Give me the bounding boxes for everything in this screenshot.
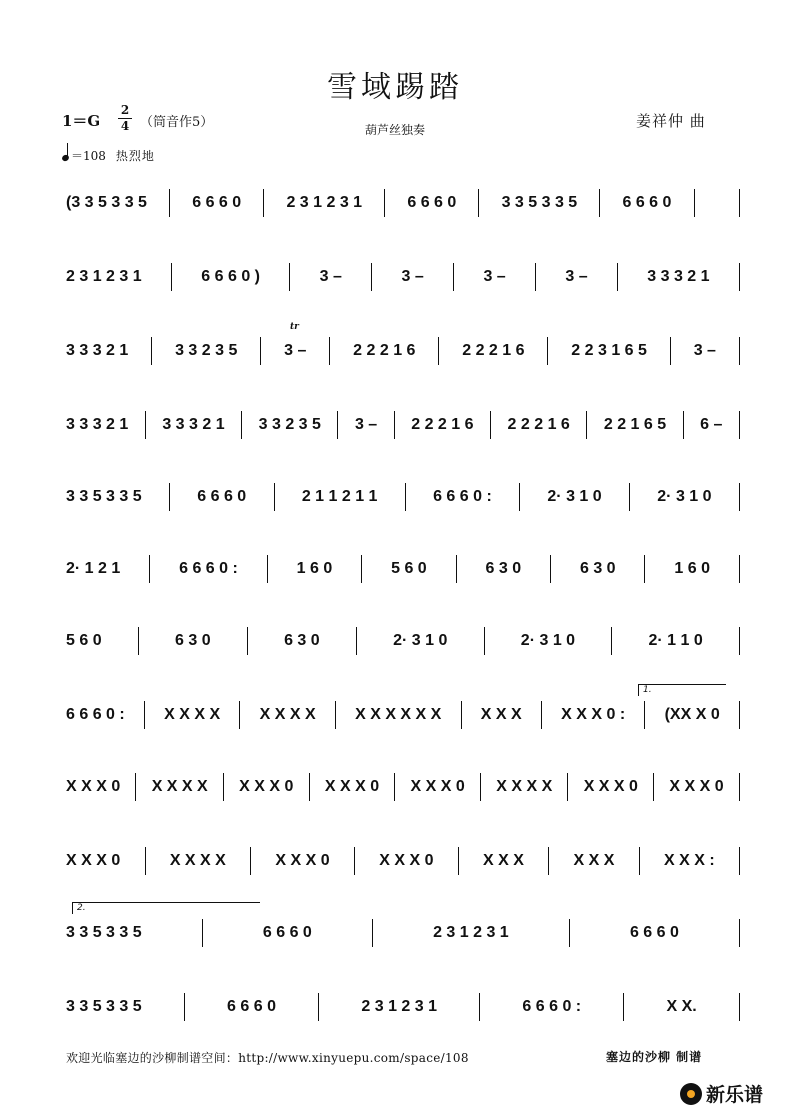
fingering-note: （筒音作5） — [140, 115, 214, 130]
measure: 6 6 6 0 — [622, 194, 672, 211]
barline — [644, 555, 645, 583]
measure: 3 – — [401, 268, 424, 285]
measure: X X X X X X — [355, 706, 442, 723]
logo-text: 新乐谱 — [706, 1084, 764, 1106]
barline — [653, 773, 654, 801]
measure: 3 – — [319, 268, 342, 285]
barline — [274, 483, 275, 511]
footer-arranger: 塞边的沙柳 制谱 — [606, 1050, 703, 1064]
score-line — [66, 992, 740, 1022]
measure: 3 – — [284, 342, 307, 359]
barline — [629, 483, 630, 511]
measure: X X X 0 — [275, 852, 330, 869]
measure: 3 3 2 3 5 — [258, 416, 321, 433]
trill-ornament: tr — [290, 322, 299, 332]
measure: 6 6 6 0 : — [66, 706, 125, 723]
score-line — [66, 772, 740, 802]
measure: 1 6 0 — [296, 560, 333, 577]
subtitle: 葫芦丝独奏 — [364, 123, 425, 137]
measure: 6 3 0 — [175, 632, 211, 649]
score-line — [66, 336, 740, 366]
barline — [683, 411, 684, 439]
barline — [371, 263, 372, 291]
barline — [739, 337, 740, 365]
barline — [394, 411, 395, 439]
key-signature: 1＝G — [62, 112, 101, 130]
measure: 2 2 2 1 6 — [353, 342, 416, 359]
tempo-term: 热烈地 — [115, 149, 155, 163]
barline — [586, 411, 587, 439]
barline — [456, 555, 457, 583]
barline — [479, 993, 480, 1021]
page-title: 雪域踢踏 — [327, 70, 463, 105]
barline — [241, 411, 242, 439]
measure: 2 2 2 1 6 — [411, 416, 474, 433]
measure: 3 3 2 3 5 — [175, 342, 238, 359]
measure: X X X 0 — [324, 778, 380, 795]
barline — [384, 189, 385, 217]
measure: 2· 1 2 1 — [66, 560, 121, 577]
measure: 3 3 5 3 3 5 — [66, 924, 142, 941]
barline — [739, 555, 740, 583]
barline — [739, 189, 740, 217]
measure: 2· 3 1 0 — [393, 632, 448, 649]
barline — [184, 993, 185, 1021]
measure: 2 1 1 2 1 1 — [301, 488, 378, 505]
barline — [550, 555, 551, 583]
measure: 6 6 6 0 — [192, 194, 242, 211]
measure: 6 3 0 — [485, 560, 522, 577]
measure: X X X X — [169, 852, 226, 869]
measure: X X X — [483, 852, 524, 869]
score-line — [66, 700, 740, 730]
barline — [739, 701, 740, 729]
measure: 6 – — [700, 416, 723, 433]
vinyl-disc-icon — [680, 1083, 702, 1105]
measure: 3 – — [565, 268, 588, 285]
site-logo — [680, 1080, 763, 1107]
score-line — [66, 482, 740, 512]
barline — [289, 263, 290, 291]
measure: 2· 3 1 0 — [547, 488, 602, 505]
barline — [541, 701, 542, 729]
first-ending-bracket: 1. — [638, 684, 726, 696]
measure: 2· 3 1 0 — [657, 488, 712, 505]
barline — [169, 189, 170, 217]
barline — [599, 189, 600, 217]
measure: 2· 1 1 0 — [648, 632, 703, 649]
measure: X X X X — [164, 706, 221, 723]
barline — [356, 627, 357, 655]
barline — [480, 773, 481, 801]
barline — [739, 483, 740, 511]
measure: X X X 0 — [583, 778, 638, 795]
measure: 6 6 6 0 : — [522, 998, 582, 1015]
second-ending-bracket: 2. — [72, 902, 260, 914]
measure: 2 2 1 6 5 — [603, 416, 667, 433]
measure: 6 6 6 0 — [629, 924, 679, 941]
measure: 2 3 1 2 3 1 — [66, 268, 142, 285]
score-line — [66, 188, 740, 218]
measure: X X X X — [151, 778, 208, 795]
measure: (XX X 0 — [664, 706, 720, 723]
measure: 2 3 1 2 3 1 — [286, 194, 363, 211]
barline — [144, 701, 145, 729]
barline — [611, 627, 612, 655]
measure: 6 6 6 0 — [197, 488, 247, 505]
note-stem — [67, 143, 68, 157]
measure: 3 – — [693, 342, 716, 359]
barline — [247, 627, 248, 655]
score-line — [66, 626, 740, 656]
measure: 2 2 2 1 6 — [462, 342, 525, 359]
barline — [644, 701, 645, 729]
score-line — [66, 918, 740, 948]
barline — [309, 773, 310, 801]
barline — [135, 773, 136, 801]
barline — [171, 263, 172, 291]
barline — [617, 263, 618, 291]
measure: 3 3 5 3 3 5 — [66, 998, 142, 1015]
barline — [329, 337, 330, 365]
score-line — [66, 846, 740, 876]
score-line — [66, 554, 740, 584]
measure: 2 3 1 2 3 1 — [361, 998, 437, 1015]
barline — [260, 337, 261, 365]
barline — [145, 847, 146, 875]
barline — [138, 627, 139, 655]
barline — [639, 847, 640, 875]
score-line — [66, 410, 740, 440]
barline — [149, 555, 150, 583]
barline — [484, 627, 485, 655]
barline — [670, 337, 671, 365]
measure: 3 3 3 2 1 — [66, 342, 129, 359]
measure: 6 3 0 — [284, 632, 320, 649]
barline — [337, 411, 338, 439]
measure: 6 6 6 0 — [262, 924, 312, 941]
barline — [267, 555, 268, 583]
barline — [461, 701, 462, 729]
measure: X X X — [480, 706, 522, 723]
barline — [458, 847, 459, 875]
score-line — [66, 262, 740, 292]
measure: X X X 0 — [66, 778, 121, 795]
barline — [739, 993, 740, 1021]
barline — [548, 847, 549, 875]
barline — [694, 189, 695, 217]
measure: 3 3 5 3 3 5 — [501, 194, 578, 211]
barline — [739, 627, 740, 655]
measure: X X X 0 : — [561, 706, 626, 723]
barline — [223, 773, 224, 801]
measure: X X X 0 — [669, 778, 724, 795]
barline — [535, 263, 536, 291]
measure: 2 2 2 1 6 — [507, 416, 570, 433]
barline — [739, 847, 740, 875]
measure: X X X 0 — [379, 852, 434, 869]
measure: 6 6 6 0 — [227, 998, 276, 1015]
barline — [361, 555, 362, 583]
barline — [478, 189, 479, 217]
barline — [169, 483, 170, 511]
barline — [739, 411, 740, 439]
barline — [739, 773, 740, 801]
measure: X X. — [666, 998, 697, 1015]
measure: X X X : — [663, 852, 715, 869]
barline — [202, 919, 203, 947]
measure: X X X 0 — [66, 852, 121, 869]
composer: 姜祥仲 曲 — [636, 112, 706, 130]
measure: 6 6 6 0 ) — [201, 268, 260, 285]
barline — [567, 773, 568, 801]
measure: 6 3 0 — [579, 560, 616, 577]
barline — [739, 919, 740, 947]
tempo-value: ＝108 — [71, 149, 106, 163]
quarter-note-icon — [61, 154, 70, 162]
barline — [250, 847, 251, 875]
barline — [490, 411, 491, 439]
footer-credit: 欢迎光临塞边的沙柳制谱空间：http://www.xinyuepu.com/space/108 — [66, 1051, 469, 1065]
barline — [354, 847, 355, 875]
barline — [151, 337, 152, 365]
tempo-marking — [62, 146, 155, 164]
barline — [372, 919, 373, 947]
measure: 2 2 3 1 6 5 — [571, 342, 647, 359]
barline — [519, 483, 520, 511]
measure: 6 6 6 0 : — [179, 560, 238, 577]
measure: 3 3 5 3 3 5 — [66, 488, 142, 505]
meter-bottom: 4 — [120, 119, 130, 133]
barline — [438, 337, 439, 365]
measure: 6 6 6 0 — [407, 194, 457, 211]
barline — [405, 483, 406, 511]
measure: 1 6 0 — [674, 560, 710, 577]
barline — [569, 919, 570, 947]
measure: 3 3 3 2 1 — [66, 416, 129, 433]
measure: X X X 0 — [410, 778, 465, 795]
barline — [453, 263, 454, 291]
measure: 3 – — [483, 268, 506, 285]
measure: X X X X — [496, 778, 553, 795]
barline — [263, 189, 264, 217]
measure: 2· 3 1 0 — [520, 632, 576, 649]
barline — [318, 993, 319, 1021]
measure: X X X 0 — [239, 778, 294, 795]
measure: 3 3 3 2 1 — [647, 268, 710, 285]
measure: X X X X — [259, 706, 316, 723]
barline — [547, 337, 548, 365]
meter-top: 2 — [120, 103, 130, 117]
measure: X X X — [573, 852, 615, 869]
measure: 6 6 6 0 : — [433, 488, 492, 505]
barline — [335, 701, 336, 729]
barline — [739, 263, 740, 291]
barline — [239, 701, 240, 729]
measure: 5 6 0 — [66, 632, 102, 649]
measure: 3 – — [354, 416, 378, 433]
measure: 5 6 0 — [391, 560, 427, 577]
barline — [394, 773, 395, 801]
barline — [623, 993, 624, 1021]
barline — [145, 411, 146, 439]
measure: 2 3 1 2 3 1 — [433, 924, 509, 941]
measure: 3 3 3 2 1 — [162, 416, 225, 433]
measure: (3 3 5 3 3 5 — [66, 194, 147, 211]
